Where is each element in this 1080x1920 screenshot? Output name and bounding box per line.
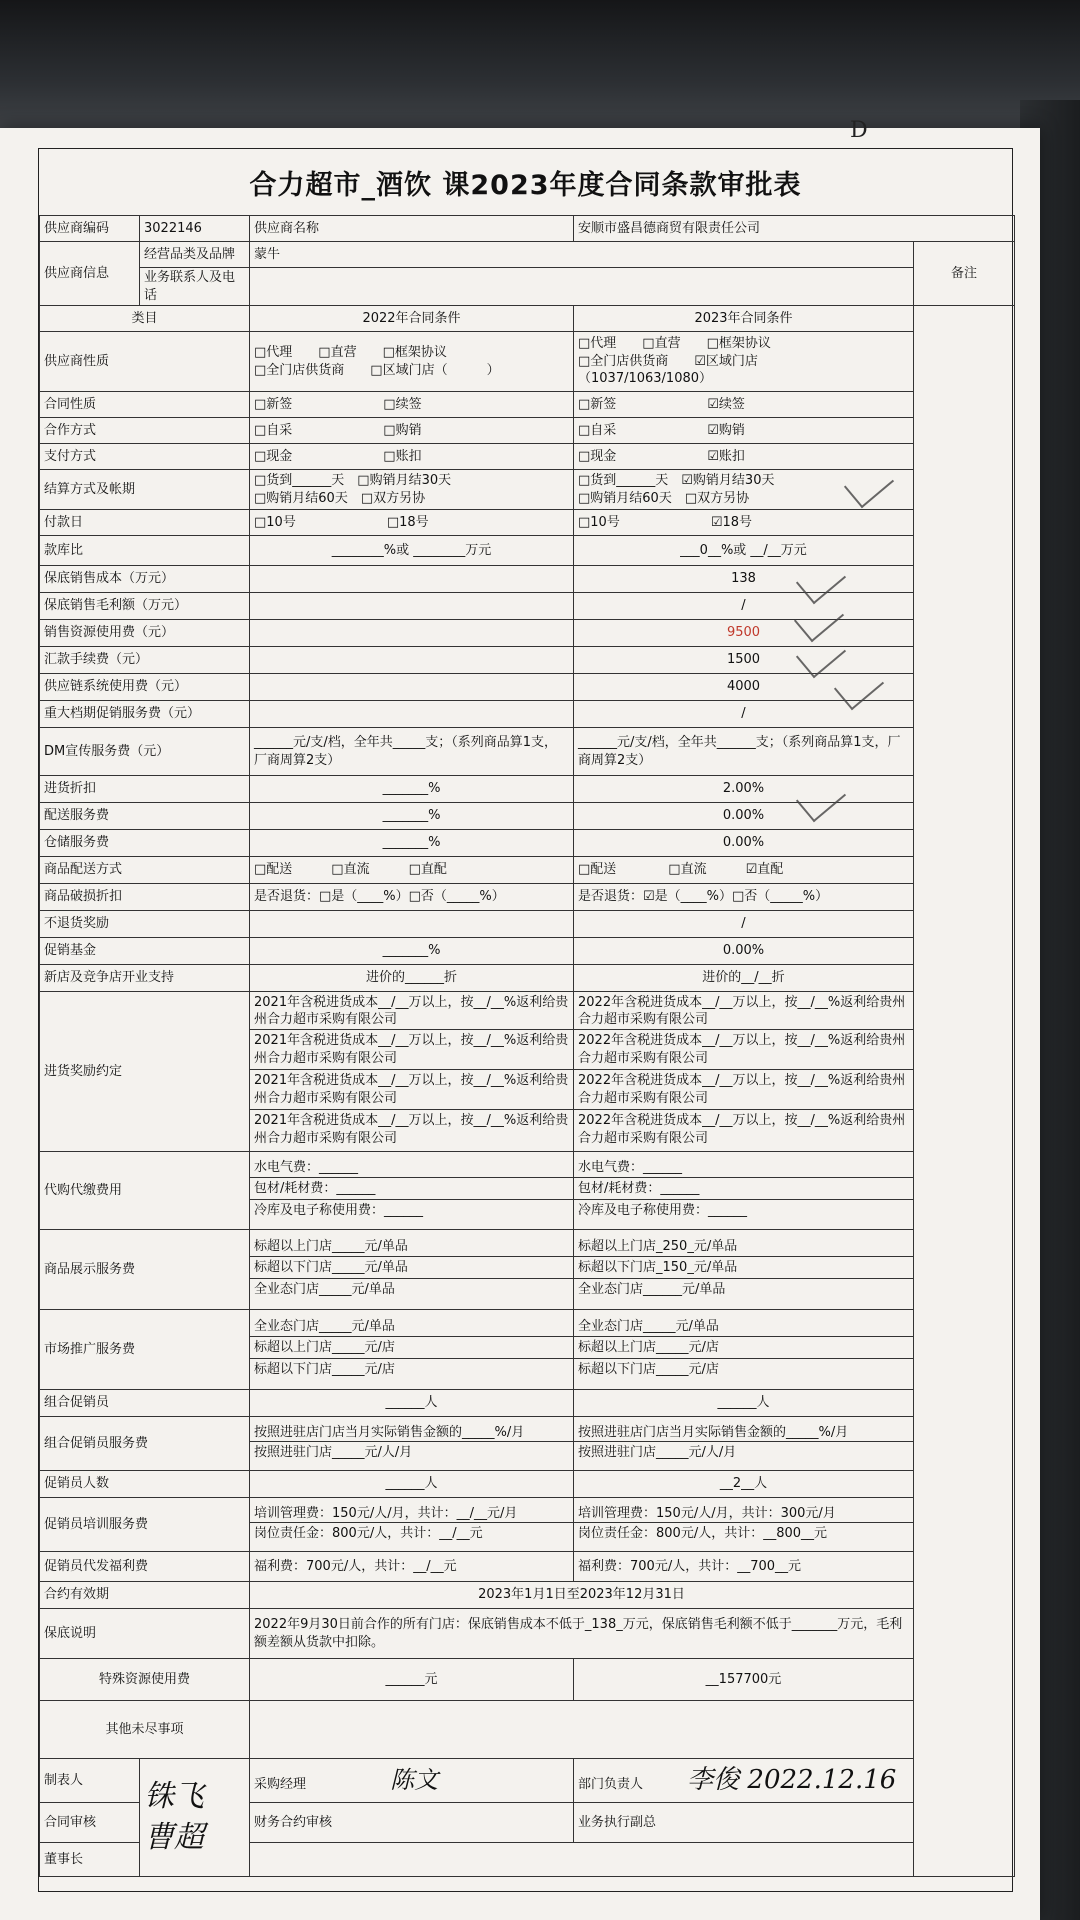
other-matters-label: 其他未尽事项 <box>40 1701 250 1759</box>
dm-fee-2022: ______元/支/档，全年共_____支；（系列商品算1支，厂商周算2支） <box>250 728 574 776</box>
nature-2022-line2: □全门店供货商 □区域门店（ ） <box>254 362 500 378</box>
group-promoter-2023: ______人 <box>574 1390 914 1417</box>
agency-fee-label: 代购代缴费用 <box>40 1152 250 1230</box>
supply-fee-2022 <box>250 674 574 701</box>
purchase-manager-cell <box>250 1759 574 1803</box>
corner-mark: D <box>850 118 868 143</box>
market-2023-item: 全业态门店_____元/单品 <box>578 1319 719 1335</box>
payday-2022: □10号 □18号 <box>250 510 574 536</box>
nature-2022 <box>250 332 574 392</box>
dept-head-signature: 李俊 2022.12.16 <box>687 1765 897 1796</box>
group-service-label: 组合促销员服务费 <box>40 1417 250 1471</box>
contract-nature-2023: □新签 ☑续签 <box>574 392 914 418</box>
promo-fund-2023: 0.00% <box>574 938 914 965</box>
pay-method-2023: □现金 ☑账扣 <box>574 444 914 470</box>
new-store-2022: 进价的______折 <box>250 965 574 992</box>
agency-fee-2023 <box>574 1152 914 1230</box>
remarks-column <box>914 306 1015 1877</box>
supplier-name: 安顺市盛昌德商贸有限责任公司 <box>574 216 1015 242</box>
training-2023-item: 培训管理费：150元/人/月，共计：300元/月 <box>578 1505 836 1521</box>
discount-label: 进货折扣 <box>40 776 250 803</box>
category-header: 类目 <box>40 306 250 332</box>
vp-label: 业务执行副总 <box>574 1803 1015 1843</box>
display-fee-2022 <box>250 1230 574 1310</box>
discount-2023: 2.00% <box>574 776 914 803</box>
display-2022-item: 标超以上门店_____元/单品 <box>254 1239 408 1255</box>
training-fee-label: 促销员培训服务费 <box>40 1498 250 1552</box>
guarantee-label: 保底说明 <box>40 1609 250 1659</box>
other-matters-value <box>250 1701 914 1759</box>
special-fee-2023: __157700元 <box>574 1659 914 1701</box>
special-fee-2022: ______元 <box>250 1659 574 1701</box>
dept-head-label: 部门负责人 <box>578 1777 644 1793</box>
min-cost-label: 保底销售成本（万元） <box>40 566 250 593</box>
ratio-label: 款库比 <box>40 536 250 566</box>
settlement-2023-line2: □购销月结60天 □双方另协 <box>578 490 750 506</box>
market-2023-item: 标超以上门店_____元/店 <box>574 1336 913 1359</box>
agency-fee-2022 <box>250 1152 574 1230</box>
agency-2022-item: 包材/耗材费：______ <box>250 1177 573 1200</box>
coop-2023: □自采 ☑购销 <box>574 418 914 444</box>
damage-2022: 是否退货：□是（____%）□否（_____%） <box>250 884 574 911</box>
market-2022-item: 全业态门店_____元/单品 <box>254 1319 395 1335</box>
contract-review-label: 合同审核 <box>40 1803 140 1843</box>
header-2023: 2023年合同条件 <box>574 306 914 332</box>
display-fee-2023 <box>574 1230 914 1310</box>
market-2023-item: 标超以下门店_____元/店 <box>574 1358 913 1381</box>
chairman-signature-area <box>250 1843 1015 1877</box>
approval-form <box>38 148 1013 1892</box>
display-2022-item: 全业态门店_____元/单品 <box>250 1278 573 1301</box>
storage-fee-label: 仓储服务费 <box>40 830 250 857</box>
training-fee-2023 <box>574 1498 914 1552</box>
settlement-2023-line1: □货到______天 ☑购销月结30天 <box>578 473 775 489</box>
display-2023-item: 标超以下门店_150_元/单品 <box>574 1256 913 1279</box>
special-fee-label: 特殊资源使用费 <box>40 1659 250 1701</box>
delivery-way-label: 商品配送方式 <box>40 857 250 884</box>
rebate-label: 进货奖励约定 <box>40 992 250 1152</box>
settlement-2022 <box>250 470 574 510</box>
agency-2023-item: 包材/耗材费：______ <box>574 1177 913 1200</box>
new-store-label: 新店及竞争店开业支持 <box>40 965 250 992</box>
rebate-2022-item: 2021年含税进货成本__/__万以上，按__/__%返利给贵州合力超市采购有限公司 <box>250 1029 573 1069</box>
contact-label: 业务联系人及电话 <box>140 268 250 306</box>
nature-label: 供应商性质 <box>40 332 250 392</box>
promoter-count-label: 促销员人数 <box>40 1471 250 1498</box>
resource-fee-label: 销售资源使用费（元） <box>40 620 250 647</box>
agency-2022-item: 冷库及电子称使用费：______ <box>250 1199 573 1222</box>
delivery-fee-2022: _______% <box>250 803 574 830</box>
rebate-2022-item: 2021年含税进货成本__/__万以上，按__/__%返利给贵州合力超市采购有限公司 <box>250 1069 573 1109</box>
remarks-header: 备注 <box>914 242 1015 306</box>
storage-fee-2022: _______% <box>250 830 574 857</box>
header-2022: 2022年合同条件 <box>250 306 574 332</box>
maker-signature: 铢飞 曹超 <box>144 1779 204 1855</box>
dept-head-cell <box>574 1759 1015 1803</box>
chairman-label: 董事长 <box>40 1843 140 1877</box>
damage-label: 商品破损折扣 <box>40 884 250 911</box>
form-title: 合力超市_酒饮 课2023年度合同条款审批表 <box>39 149 1012 216</box>
nature-2022-line1: □代理 □直营 □框架协议 <box>254 345 447 361</box>
group-service-2022 <box>250 1417 574 1471</box>
payday-2023: □10号 ☑18号 <box>574 510 914 536</box>
nature-2023-line3: （1037/1063/1080） <box>578 371 713 387</box>
supplier-code: 3022146 <box>140 216 250 242</box>
validity-label: 合约有效期 <box>40 1582 250 1609</box>
rebate-2023-item: 2022年含税进货成本__/__万以上，按__/__%返利给贵州合力超市采购有限公司 <box>574 1029 913 1069</box>
delivery-way-2022: □配送 □直流 □直配 <box>250 857 574 884</box>
welfare-fee-2023: 福利费：700元/人，共计：__700__元 <box>574 1552 914 1582</box>
remit-fee-2022 <box>250 647 574 674</box>
festival-fee-label: 重大档期促销服务费（元） <box>40 701 250 728</box>
contract-nature-label: 合同性质 <box>40 392 250 418</box>
promo-fund-label: 促销基金 <box>40 938 250 965</box>
agency-2023-item: 水电气费：______ <box>578 1160 683 1176</box>
welfare-fee-label: 促销员代发福利费 <box>40 1552 250 1582</box>
nature-2023-line2: □全门店供货商 ☑区域门店 <box>578 353 758 369</box>
no-return-2022 <box>250 911 574 938</box>
supplier-info-label: 供应商信息 <box>40 242 140 306</box>
rebate-2022-item: 2021年含税进货成本__/__万以上，按__/__%返利给贵州合力超市采购有限公司 <box>250 1109 573 1149</box>
rebate-2022 <box>250 992 574 1152</box>
resource-fee-2023: 9500 <box>574 620 914 647</box>
group-promoter-label: 组合促销员 <box>40 1390 250 1417</box>
dm-fee-label: DM宣传服务费（元） <box>40 728 250 776</box>
market-fee-2023 <box>574 1310 914 1390</box>
promoter-count-2022: ______人 <box>250 1471 574 1498</box>
training-2023-item: 岗位责任金：800元/人，共计：__800__元 <box>574 1522 913 1545</box>
min-cost-2023: 138 <box>574 566 914 593</box>
maker-label: 制表人 <box>40 1759 140 1803</box>
training-fee-2022 <box>250 1498 574 1552</box>
group-service-2022-item: 按照进驻店门店当月实际销售金额的_____%/月 <box>254 1424 525 1440</box>
guarantee-text: 2022年9月30日前合作的所有门店：保底销售成本不低于_138_万元，保底销售毛利额不低于_______万元，毛利额差额从货款中扣除。 <box>250 1609 914 1659</box>
purchase-manager-label: 采购经理 <box>254 1777 307 1793</box>
agency-2022-item: 水电气费：______ <box>254 1160 359 1176</box>
promoter-count-2023: __2__人 <box>574 1471 914 1498</box>
dm-fee-2023: ______元/支/档，全年共______支；（系列商品算1支，厂商周算2支） <box>574 728 914 776</box>
market-2022-item: 标超以上门店_____元/店 <box>250 1336 573 1359</box>
supplier-name-label: 供应商名称 <box>250 216 574 242</box>
payday-label: 付款日 <box>40 510 250 536</box>
market-fee-2022 <box>250 1310 574 1390</box>
festival-fee-2022 <box>250 701 574 728</box>
supply-fee-label: 供应链系统使用费（元） <box>40 674 250 701</box>
min-margin-2023: / <box>574 593 914 620</box>
settlement-2022-line2: □购销月结60天 □双方另协 <box>254 490 426 506</box>
remit-fee-2023: 1500 <box>574 647 914 674</box>
delivery-fee-label: 配送服务费 <box>40 803 250 830</box>
agency-2023-item: 冷库及电子称使用费：______ <box>574 1199 913 1222</box>
finance-review-label: 财务合约审核 <box>250 1803 574 1843</box>
group-promoter-2022: ______人 <box>250 1390 574 1417</box>
delivery-fee-2023: 0.00% <box>574 803 914 830</box>
coop-label: 合作方式 <box>40 418 250 444</box>
rebate-2023-item: 2022年含税进货成本__/__万以上，按__/__%返利给贵州合力超市采购有限公司 <box>574 1069 913 1109</box>
storage-fee-2023: 0.00% <box>574 830 914 857</box>
market-fee-label: 市场推广服务费 <box>40 1310 250 1390</box>
pay-method-label: 支付方式 <box>40 444 250 470</box>
remit-fee-label: 汇款手续费（元） <box>40 647 250 674</box>
training-2022-item: 培训管理费：150元/人/月，共计：__/__元/月 <box>254 1505 518 1521</box>
category-brand: 蒙牛 <box>250 242 914 268</box>
group-service-2022-item: 按照进驻门店_____元/人/月 <box>250 1441 573 1464</box>
contract-nature-2022: □新签 □续签 <box>250 392 574 418</box>
rebate-2023-item: 2022年含税进货成本__/__万以上，按__/__%返利给贵州合力超市采购有限公司 <box>578 994 906 1028</box>
market-2022-item: 标超以下门店_____元/店 <box>250 1358 573 1381</box>
display-2022-item: 标超以下门店_____元/单品 <box>250 1256 573 1279</box>
min-cost-2022 <box>250 566 574 593</box>
contact-value <box>250 268 914 306</box>
purchase-manager-signature: 陈文 <box>390 1766 439 1795</box>
resource-fee-2022 <box>250 620 574 647</box>
welfare-fee-2022: 福利费：700元/人，共计：__/__元 <box>250 1552 574 1582</box>
nature-2023-line1: □代理 □直营 □框架协议 <box>578 336 771 352</box>
promo-fund-2022: _______% <box>250 938 574 965</box>
coop-2022: □自采 □购销 <box>250 418 574 444</box>
maker-signature-area <box>140 1759 250 1877</box>
validity-period: 2023年1月1日至2023年12月31日 <box>250 1582 914 1609</box>
min-margin-label: 保底销售毛利额（万元） <box>40 593 250 620</box>
training-2022-item: 岗位责任金：800元/人，共计：__/__元 <box>250 1522 573 1545</box>
display-2023-item: 全业态门店______元/单品 <box>574 1278 913 1301</box>
category-brand-label: 经营品类及品牌 <box>140 242 250 268</box>
new-store-2023: 进价的__/__折 <box>574 965 914 992</box>
rebate-2023-item: 2022年含税进货成本__/__万以上，按__/__%返利给贵州合力超市采购有限公司 <box>574 1109 913 1149</box>
ratio-2023: ___0__%或 __/__万元 <box>574 536 914 566</box>
nature-2023 <box>574 332 914 392</box>
pay-method-2022: □现金 □账扣 <box>250 444 574 470</box>
display-2023-item: 标超以上门店_250_元/单品 <box>578 1239 738 1255</box>
damage-2023: 是否退货：☑是（____%）□否（_____%） <box>574 884 914 911</box>
no-return-2023: / <box>574 911 914 938</box>
min-margin-2022 <box>250 593 574 620</box>
group-service-2023 <box>574 1417 914 1471</box>
rebate-2023 <box>574 992 914 1152</box>
settlement-label: 结算方式及帐期 <box>40 470 250 510</box>
supply-fee-2023: 4000 <box>574 674 914 701</box>
group-service-2023-item: 按照进驻店门店当月实际销售金额的_____%/月 <box>578 1424 849 1440</box>
no-return-label: 不退货奖励 <box>40 911 250 938</box>
group-service-2023-item: 按照进驻门店_____元/人/月 <box>574 1441 913 1464</box>
ratio-2022: ________%或 ________万元 <box>250 536 574 566</box>
festival-fee-2023: / <box>574 701 914 728</box>
discount-2022: _______% <box>250 776 574 803</box>
delivery-way-2023: □配送 □直流 ☑直配 <box>574 857 914 884</box>
rebate-2022-item: 2021年含税进货成本__/__万以上，按__/__%返利给贵州合力超市采购有限公司 <box>254 994 569 1028</box>
supplier-code-label: 供应商编码 <box>40 216 140 242</box>
settlement-2022-line1: □货到______天 □购销月结30天 <box>254 473 452 489</box>
display-fee-label: 商品展示服务费 <box>40 1230 250 1310</box>
